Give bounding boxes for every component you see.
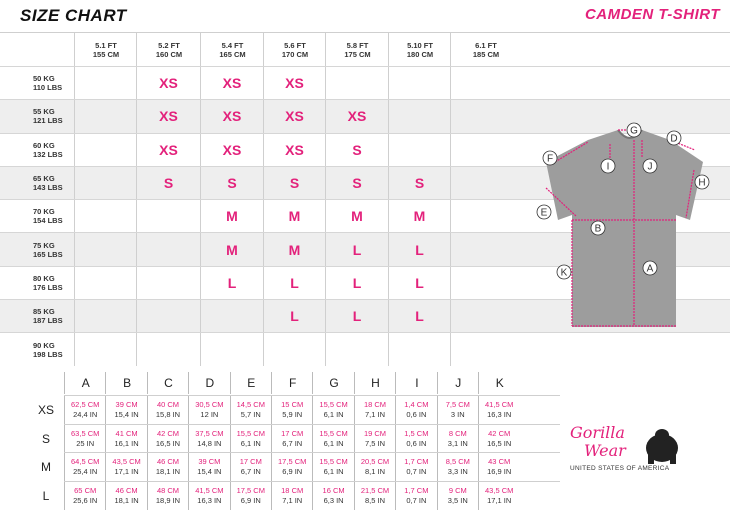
measurement-column-header: J	[437, 372, 479, 394]
measurement-cell	[395, 396, 436, 425]
size-cell	[74, 267, 136, 299]
measurement-cell	[312, 396, 353, 425]
measurement-cell	[437, 425, 478, 454]
size-cell: S	[325, 134, 388, 166]
measurement-cell	[271, 482, 312, 511]
size-cell: S	[200, 167, 263, 199]
size-cell: L	[263, 267, 325, 299]
measurement-in: 16,5 IN	[487, 438, 512, 448]
measurement-cm: 17,5 CM	[278, 457, 307, 467]
size-cell: XS	[136, 100, 200, 132]
weight-label	[33, 333, 63, 365]
measurement-column-header: H	[354, 372, 396, 394]
measurement-cell	[64, 396, 105, 425]
measurement-in: 5,7 IN	[240, 410, 261, 420]
measurement-cm: 43 CM	[488, 457, 511, 467]
size-cell: XS	[263, 100, 325, 132]
measurement-cell	[147, 453, 188, 482]
measurement-in: 25 IN	[76, 438, 95, 448]
height-ft: 5.10 FT	[407, 40, 433, 50]
size-cell	[74, 100, 136, 132]
height-cm: 165 CM	[219, 49, 246, 59]
measurement-in: 6,3 IN	[323, 495, 344, 505]
measurement-cm: 18 CM	[363, 400, 387, 410]
size-cell	[74, 67, 136, 99]
measurement-in: 12 IN	[200, 410, 219, 420]
measurement-cm: 42 CM	[488, 428, 511, 438]
diagram-label-text: J	[647, 161, 653, 173]
measurement-column-header: I	[395, 372, 437, 394]
measurement-column-header: E	[230, 372, 272, 394]
height-cm: 185 CM	[472, 49, 500, 59]
weight-lbs: 176 LBS	[33, 282, 63, 292]
weight-lbs: 198 LBS	[33, 349, 63, 359]
size-cell	[136, 333, 200, 365]
size-cell: M	[263, 200, 325, 232]
measurement-cm: 1,7 CM	[404, 457, 429, 467]
measurement-cm: 9 CM	[448, 485, 467, 495]
diagram-label-text: A	[646, 263, 654, 275]
shirt-labels	[530, 120, 730, 335]
measurement-cm: 15 CM	[281, 400, 304, 410]
height-cm: 160 CM	[155, 49, 183, 59]
measurement-cm: 14,5 CM	[236, 400, 265, 410]
measurement-in: 17,1 IN	[487, 495, 512, 505]
height-cm: 155 CM	[92, 49, 120, 59]
diagram-label-f	[543, 151, 557, 165]
diagram-label-a	[643, 261, 657, 275]
size-cell: XS	[136, 67, 200, 99]
measurement-size-label: XS	[37, 403, 54, 418]
weight-label	[33, 267, 63, 299]
measurement-in: 8,1 IN	[364, 467, 385, 477]
measurement-cm: 30,5 CM	[195, 400, 224, 410]
weight-kg: 50 KG	[33, 74, 55, 84]
height-cm: 180 CM	[406, 49, 434, 59]
height-cm: 170 CM	[281, 49, 309, 59]
measurement-cm: 17 CM	[281, 428, 304, 438]
measurement-cell	[478, 396, 519, 425]
measurement-in: 15,8 IN	[155, 410, 181, 420]
size-cell: S	[263, 167, 325, 199]
diagram-label-h	[695, 175, 709, 189]
measurement-cell	[64, 425, 105, 454]
logo-tagline: UNITED STATES OF AMERICA	[570, 465, 670, 472]
measurement-in: 0,6 IN	[406, 438, 427, 448]
measurement-in: 18,1 IN	[114, 495, 139, 505]
measurement-cm: 20,5 CM	[360, 457, 390, 467]
size-cell: M	[263, 233, 325, 265]
diagram-label-text: B	[594, 223, 602, 235]
measurement-column-header: D	[188, 372, 230, 394]
weight-lbs: 143 LBS	[33, 183, 63, 193]
measurement-in: 16,1 IN	[114, 438, 139, 448]
measurement-cell	[64, 482, 105, 511]
measurement-in: 6,1 IN	[240, 438, 261, 448]
diagram-label-text: I	[606, 161, 610, 173]
weight-lbs: 187 LBS	[33, 316, 63, 326]
size-cell	[325, 67, 388, 99]
size-cell	[450, 134, 520, 166]
measurement-cell	[64, 453, 105, 482]
measurement-in: 3 IN	[450, 410, 465, 420]
size-cell: L	[325, 267, 388, 299]
measurement-in: 16,5 IN	[155, 438, 181, 448]
measurement-column-header: C	[147, 372, 189, 394]
measurement-cell	[478, 425, 519, 454]
measurement-cm: 63,5 CM	[71, 428, 100, 438]
weight-label	[33, 100, 63, 132]
measurement-cell	[312, 453, 353, 482]
measurement-cell	[437, 396, 478, 425]
measurement-cell	[312, 425, 353, 454]
page-title: SIZE CHART	[20, 6, 127, 25]
weight-label	[33, 67, 62, 99]
measurement-cell	[437, 482, 478, 511]
measurement-cell	[312, 482, 353, 511]
measurement-cm: 15,5 CM	[319, 457, 348, 467]
measurement-cell	[105, 453, 146, 482]
measurement-in: 25,6 IN	[73, 495, 98, 505]
measurement-cm: 17,5 CM	[236, 485, 265, 495]
measurement-in: 3,1 IN	[447, 438, 468, 448]
diagram-label-j	[643, 159, 657, 173]
weight-row	[0, 332, 730, 365]
size-cell	[450, 200, 520, 232]
measurement-cell	[354, 396, 395, 425]
size-cell: S	[388, 167, 450, 199]
measurement-cell	[395, 482, 436, 511]
diagram-label-b	[591, 221, 605, 235]
measurement-cell	[188, 453, 229, 482]
measurement-size-label: S	[41, 431, 50, 446]
measurement-cm: 46 CM	[115, 485, 138, 495]
size-cell	[450, 267, 520, 299]
measurement-in: 3,3 IN	[447, 467, 468, 477]
size-cell: L	[325, 300, 388, 332]
weight-kg: 70 KG	[33, 207, 55, 217]
measurement-cell	[271, 396, 312, 425]
diagram-label-text: E	[540, 207, 548, 219]
measurement-cell	[271, 425, 312, 454]
weight-lbs: 154 LBS	[33, 216, 63, 226]
product-title: CAMDEN T-SHIRT	[584, 6, 720, 23]
logo-line2: Wear	[584, 441, 626, 460]
measurement-cell	[147, 482, 188, 511]
measurement-cell	[147, 396, 188, 425]
weight-kg: 60 KG	[33, 140, 55, 150]
size-cell: L	[200, 267, 263, 299]
weight-label	[33, 167, 63, 199]
size-cell	[74, 233, 136, 265]
size-cell	[136, 267, 200, 299]
measurement-cell	[105, 425, 146, 454]
measurement-in: 6,1 IN	[323, 410, 344, 420]
size-cell	[388, 67, 450, 99]
measurement-in: 15,4 IN	[114, 410, 139, 420]
size-cell	[325, 333, 388, 365]
size-cell: L	[325, 233, 388, 265]
measurement-in: 5,9 IN	[282, 410, 303, 420]
size-cell	[450, 233, 520, 265]
size-cell: XS	[325, 100, 388, 132]
measurement-cm: 62,5 CM	[71, 400, 100, 410]
weight-lbs: 121 LBS	[33, 116, 63, 126]
height-ft: 5.6 FT	[284, 40, 306, 50]
measurement-cm: 1,7 CM	[404, 485, 429, 495]
measurement-in: 0,6 IN	[406, 410, 427, 420]
diagram-label-text: G	[630, 125, 638, 137]
size-cell	[200, 300, 263, 332]
size-cell	[74, 200, 136, 232]
measurement-in: 0,7 IN	[406, 495, 427, 505]
measurement-in: 3,5 IN	[447, 495, 468, 505]
weight-label	[33, 300, 63, 332]
size-cell: XS	[263, 134, 325, 166]
measurement-in: 7,1 IN	[282, 495, 303, 505]
height-ft: 5.8 FT	[346, 40, 369, 50]
measurement-in: 15,4 IN	[197, 467, 222, 477]
measurement-cell	[478, 453, 519, 482]
height-header-0	[74, 33, 137, 66]
measurement-cell	[230, 453, 271, 482]
measurement-column-header: A	[64, 372, 106, 394]
size-cell	[74, 134, 136, 166]
diagram-label-text: H	[698, 177, 706, 189]
height-ft: 5.1 FT	[95, 40, 117, 50]
measurement-cm: 41 CM	[115, 428, 138, 438]
measurement-in: 24,4 IN	[73, 410, 98, 420]
measurement-in: 25,4 IN	[73, 467, 98, 477]
size-cell: L	[388, 300, 450, 332]
size-cell: XS	[263, 67, 325, 99]
weight-label	[33, 200, 63, 232]
measurement-in: 18,1 IN	[155, 467, 181, 477]
size-cell: L	[388, 267, 450, 299]
measurement-cm: 15,5 CM	[236, 428, 265, 438]
measurement-cm: 43,5 CM	[485, 485, 514, 495]
size-cell: S	[325, 167, 388, 199]
weight-lbs: 110 LBS	[33, 83, 63, 93]
measurement-cell	[354, 453, 395, 482]
size-cell: L	[388, 233, 450, 265]
diagram-label-g	[627, 123, 641, 137]
measurement-cm: 15,5 CM	[319, 400, 348, 410]
measurement-cm: 39 CM	[115, 400, 138, 410]
size-cell	[450, 333, 520, 365]
measurement-in: 8,5 IN	[364, 495, 385, 505]
size-cell	[74, 300, 136, 332]
measurement-in: 6,7 IN	[240, 467, 261, 477]
measurement-in: 7,1 IN	[364, 410, 385, 420]
weight-kg: 75 KG	[33, 240, 55, 250]
measurement-in: 7,5 IN	[364, 438, 385, 448]
measurement-cm: 46 CM	[156, 457, 180, 467]
measurement-cell	[478, 482, 519, 511]
measurement-cm: 41,5 CM	[485, 400, 514, 410]
diagram-label-i	[601, 159, 615, 173]
measurement-in: 17,1 IN	[114, 467, 139, 477]
height-cm: 175 CM	[344, 49, 371, 59]
measurement-cm: 37,5 CM	[195, 428, 224, 438]
measurement-cell	[230, 482, 271, 511]
weight-kg: 80 KG	[33, 273, 55, 283]
measurement-cm: 39 CM	[198, 457, 221, 467]
measurement-in: 14,8 IN	[197, 438, 222, 448]
measurement-cell	[188, 482, 229, 511]
size-cell	[450, 100, 520, 132]
measurement-cm: 18 CM	[281, 485, 304, 495]
brand-logo	[566, 418, 686, 474]
height-header-2	[200, 33, 264, 66]
measurement-column-header: K	[478, 372, 520, 394]
measurement-cm: 40 CM	[156, 400, 180, 410]
measurement-size-label: M	[41, 460, 51, 475]
measurement-cell	[395, 453, 436, 482]
size-cell	[388, 333, 450, 365]
measurement-cell	[271, 453, 312, 482]
measurement-cell	[188, 396, 229, 425]
size-cell	[388, 134, 450, 166]
measurement-cell	[230, 425, 271, 454]
measurement-cm: 1,4 CM	[404, 400, 429, 410]
measurement-cm: 7,5 CM	[445, 400, 470, 410]
size-cell: XS	[200, 134, 263, 166]
diagram-label-text: F	[546, 153, 554, 165]
weight-lbs: 132 LBS	[33, 149, 63, 159]
measurement-cm: 48 CM	[156, 485, 180, 495]
height-header-1	[136, 33, 201, 66]
size-cell	[200, 333, 263, 365]
size-cell: M	[200, 200, 263, 232]
measurement-in: 6,1 IN	[323, 438, 344, 448]
size-cell: L	[263, 300, 325, 332]
size-cell	[74, 167, 136, 199]
diagram-label-d	[667, 131, 681, 145]
measurement-cell	[395, 425, 436, 454]
size-cell: M	[325, 200, 388, 232]
measurement-cell	[105, 396, 146, 425]
height-ft: 6.1 FT	[475, 40, 497, 50]
measurement-cell	[354, 482, 395, 511]
diagram-label-text: D	[670, 133, 678, 145]
measurement-size-label: L	[42, 488, 50, 503]
measurement-in: 6,9 IN	[282, 467, 303, 477]
measurement-in: 6,9 IN	[240, 495, 261, 505]
size-cell	[136, 200, 200, 232]
measurement-cm: 15,5 CM	[319, 428, 348, 438]
height-header-4	[325, 33, 389, 66]
measurement-in: 18,9 IN	[155, 495, 181, 505]
weight-kg: 65 KG	[33, 174, 55, 184]
size-cell	[263, 333, 325, 365]
measurement-in: 0,7 IN	[406, 467, 427, 477]
weight-kg: 85 KG	[33, 307, 55, 317]
gorilla-icon	[646, 429, 678, 464]
measurement-cm: 16 CM	[322, 485, 345, 495]
weight-kg: 90 KG	[33, 340, 55, 350]
size-cell: XS	[200, 67, 263, 99]
measurement-in: 16,3 IN	[487, 410, 512, 420]
measurement-cm: 19 CM	[363, 428, 387, 438]
measurement-cell	[354, 425, 395, 454]
diagram-label-text: K	[560, 267, 568, 279]
size-cell	[74, 333, 136, 365]
measurement-cell	[147, 425, 188, 454]
weight-label	[33, 233, 63, 265]
size-cell: XS	[200, 100, 263, 132]
measurement-cm: 17 CM	[239, 457, 262, 467]
measurement-cm: 8,5 CM	[445, 457, 470, 467]
measurement-cell	[230, 396, 271, 425]
size-cell: M	[200, 233, 263, 265]
height-ft: 5.4 FT	[221, 40, 244, 50]
measurement-in: 16,3 IN	[197, 495, 222, 505]
height-header-6	[450, 33, 521, 66]
weight-lbs: 165 LBS	[33, 249, 63, 259]
measurement-cm: 1,5 CM	[404, 428, 429, 438]
measurement-cm: 43,5 CM	[112, 457, 141, 467]
weight-row	[0, 66, 730, 99]
diagram-label-e	[537, 205, 551, 219]
size-cell	[450, 67, 520, 99]
weight-label	[33, 134, 63, 166]
measurement-cm: 41,5 CM	[195, 485, 224, 495]
size-cell: XS	[136, 134, 200, 166]
height-header-5	[388, 33, 451, 66]
size-cell: S	[136, 167, 200, 199]
measurement-cm: 65 CM	[74, 485, 97, 495]
measurement-cell	[188, 425, 229, 454]
measurement-cm: 21,5 CM	[360, 485, 390, 495]
measurement-column-header: B	[105, 372, 147, 394]
size-cell	[136, 233, 200, 265]
size-cell	[136, 300, 200, 332]
size-cell	[388, 100, 450, 132]
size-cell: M	[388, 200, 450, 232]
measurement-column-header: F	[271, 372, 313, 394]
measurement-cm: 42 CM	[156, 428, 180, 438]
measurement-cm: 64,5 CM	[71, 457, 100, 467]
height-header-3	[263, 33, 326, 66]
logo-line1: Gorilla	[570, 423, 625, 442]
measurement-cell	[437, 453, 478, 482]
measurement-cm: 8 CM	[448, 428, 467, 438]
size-cell	[450, 167, 520, 199]
weight-kg: 55 KG	[33, 107, 55, 117]
size-cell	[450, 300, 520, 332]
measurement-in: 6,7 IN	[282, 438, 303, 448]
measurement-column-header: G	[312, 372, 354, 394]
height-ft: 5.2 FT	[158, 40, 180, 50]
measurement-in: 16,9 IN	[487, 467, 512, 477]
height-header-row	[0, 33, 730, 66]
measurement-cell	[105, 482, 146, 511]
diagram-label-k	[557, 265, 571, 279]
measurement-in: 6,1 IN	[323, 467, 344, 477]
